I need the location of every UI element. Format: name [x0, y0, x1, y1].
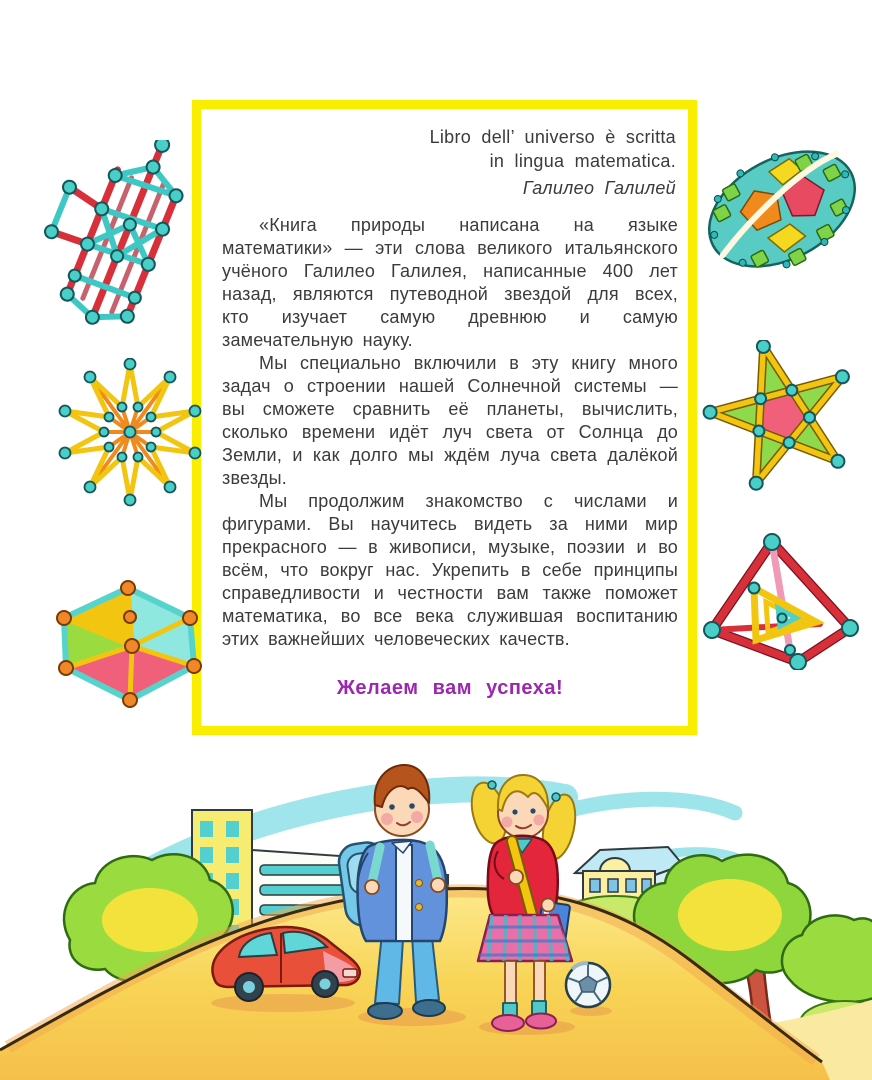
- ball-model-illustration: [696, 142, 868, 277]
- paragraph-3: Мы продолжим знакомство с числами и фигурами. Вы научитесь видеть за ними мир прекрасного — в живописи, музыке, поэзии и во всём, что вокруг нас. Укрепить в себе принципы справедливости и честности вам также поможет математика, во все века служившая воспитанию этих важнейших человеческих качеств.: [222, 491, 678, 649]
- introduction-text: [222, 214, 678, 651]
- pentagram-model-illustration: [694, 340, 866, 498]
- epigraph-line-2: in lingua matematica.: [489, 151, 676, 171]
- starburst-model-illustration: [50, 358, 210, 510]
- tower-model-illustration: [28, 140, 223, 345]
- dome-model-illustration: [52, 580, 207, 710]
- paragraph-1: «Книга природы написана на языке математики» — эти слова великого итальянского учёного Галилео Галилея, написанные 400 лет назад, являются путеводной звездой для всех, кто изучает самую древнюю и самую замечательную науку.: [222, 215, 678, 350]
- epigraph-attribution: Галилео Галилей: [522, 178, 676, 198]
- quote-box: [192, 100, 697, 735]
- paragraph-2: Мы специально включили в эту книгу много задач о строении нашей Солнечной системы — вы сможете сравнить её планеты, вычислить, сколько времени идёт луч света от Солнца до Земли, и как долго мы ждём луча света далёкой звезды.: [222, 353, 678, 488]
- triangles-model-illustration: [698, 528, 860, 670]
- bottom-scene-illustration: [0, 755, 872, 1080]
- wish-line: Желаем вам успеха!: [336, 677, 564, 699]
- epigraph-line-1: Libro dell’ universo è scritta: [429, 127, 676, 147]
- epigraph: [222, 125, 678, 200]
